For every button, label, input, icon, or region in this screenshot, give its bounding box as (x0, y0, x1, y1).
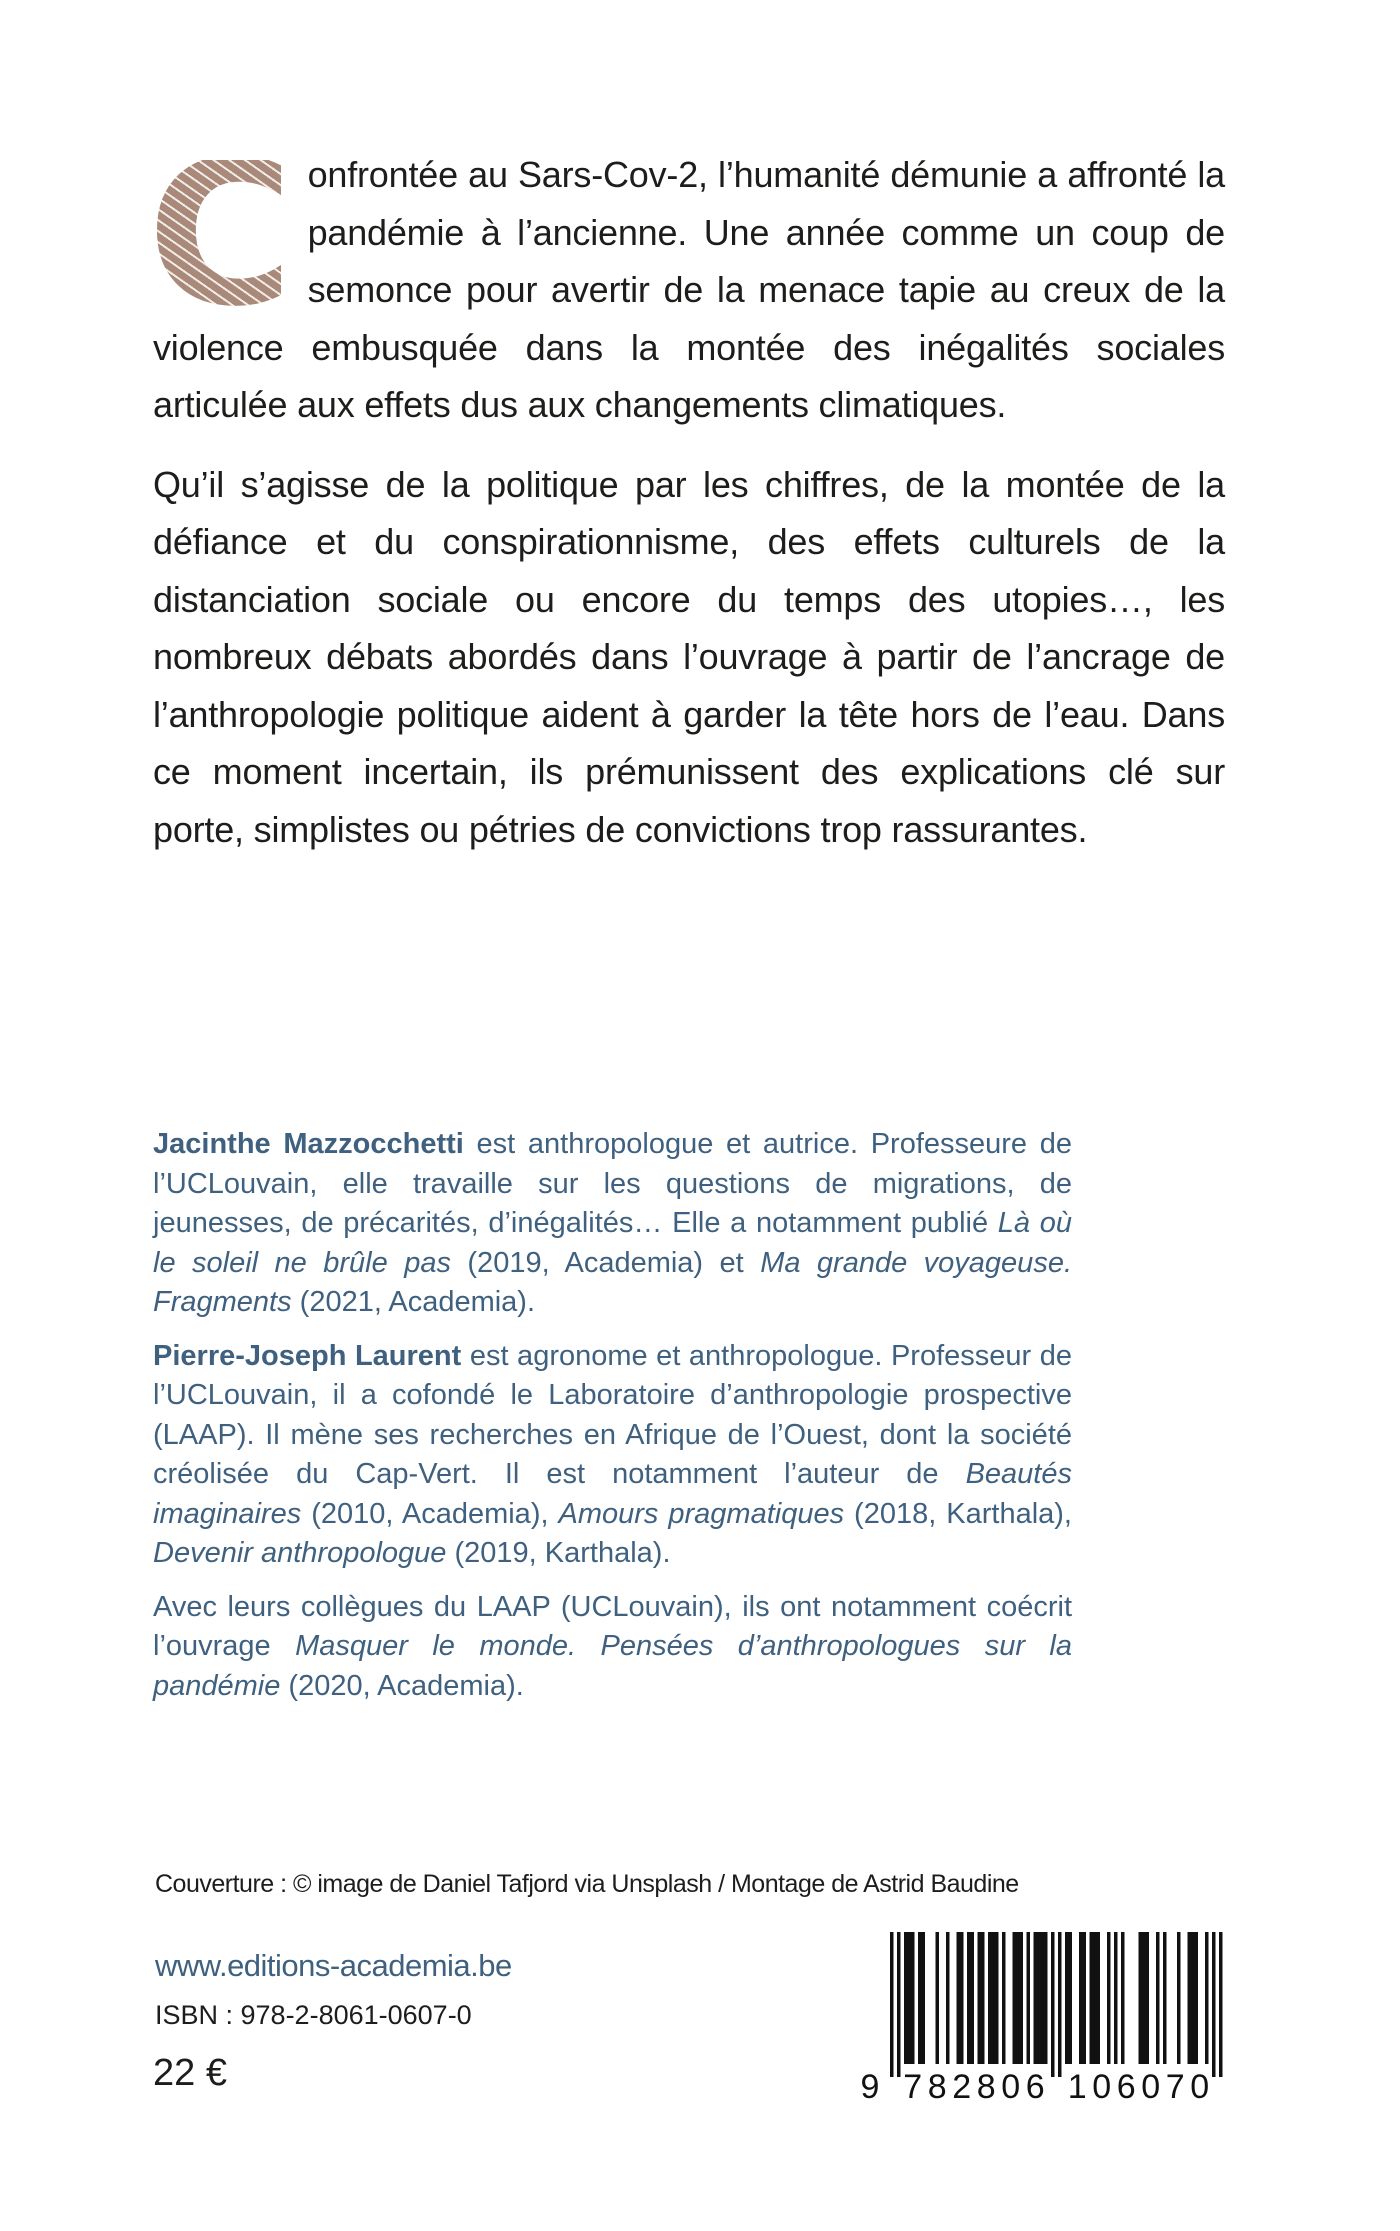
barcode-digit: 0 (1141, 2068, 1161, 2102)
barcode-bar (1097, 1932, 1101, 2064)
bio-text: (2021, Academia). (291, 1286, 536, 1318)
barcode-digit: 1 (1067, 2068, 1087, 2102)
bio-text: (2019, Academia) et (450, 1246, 761, 1279)
bio-text: est anthropologue et autrice. Professeure de l’UCLouvain, elle travaille sur les questions de migrations, de jeunesses, de précarités, d’inégalités… Elle a notamment publié (153, 1128, 1072, 1239)
author-bio-paragraph (153, 1588, 1072, 1707)
barcode-bar (1142, 1932, 1146, 2064)
barcode-bar (1020, 1932, 1024, 2064)
barcode-bar (981, 1932, 985, 2064)
bio-text: (2018, Karthala), (844, 1497, 1072, 1530)
barcode-bar (1058, 1932, 1062, 2077)
barcode-digit: 6 (1025, 2068, 1045, 2102)
barcode-bar (1034, 1932, 1038, 2064)
bio-text: (2020, Academia). (280, 1669, 524, 1702)
barcode-bar (1212, 1932, 1216, 2077)
blurb-paragraph-2: Qu’il s’agisse de la politique par les chiffres, de la montée de la défiance et du conspirationnisme, des effets culturels de la distanciation sociale ou encore du temps des utopies…, les nombreux débats abordés dans l’ouvrage à partir de l’ancrage de l’anthropologie politique aident à garder la tête hors de l’eau. Dans ce moment incertain, ils prémunissent des explications clé sur porte, simplistes ou pétries de convictions trop rassurantes. (153, 463, 1225, 850)
barcode-bar (978, 1932, 982, 2064)
price: 22 € (153, 2052, 227, 2094)
barcode-bar (992, 1932, 996, 2064)
barcode-digit: 9 (860, 2068, 880, 2102)
barcode-bar (946, 1932, 950, 2064)
bio-text: est agronome et anthropologue. Professeur de l’UCLouvain, il a cofondé le Laboratoire d’anthropologie prospective (LAAP). Il mène ses recherches en Afrique de l’Ouest, dont la société créolisée du Cap-Vert. Il est notamment l’auteur de (153, 1339, 1072, 1490)
barcode-bar (1016, 1932, 1020, 2064)
ean13-barcode (858, 1932, 1228, 2102)
barcode-digit: 2 (952, 2068, 972, 2102)
bio-text: (2019, Karthala). (446, 1537, 671, 1569)
book-title: Là où le soleil ne brûle pas (153, 1207, 1072, 1279)
barcode-bar (1121, 1932, 1125, 2064)
barcode-bar (1107, 1932, 1111, 2064)
barcode-bar (1191, 1932, 1195, 2064)
barcode-bar (922, 1932, 926, 2064)
barcode-bar (960, 1932, 964, 2064)
barcode-bar (988, 1932, 992, 2064)
blurb-paragraph-1 (147, 118, 1225, 434)
blurb-paragraph-1-text: onfrontée au Sars-Cov-2, l’humanité démunie a affronté la pandémie à l’ancienne. Une année comme un coup de semonce pour avertir de la menace tapie au creux de la violence embusquée dans la montée des inégalités sociales articulée aux effets dus aux changements climatiques. (153, 154, 1225, 425)
barcode-bar (995, 1932, 999, 2064)
barcode-bar (1027, 1932, 1031, 2064)
barcode-digit: 8 (976, 2068, 996, 2102)
barcode-bar (1065, 1932, 1069, 2064)
author-name: Pierre-Joseph Laurent (153, 1339, 462, 1372)
barcode-digit: 0 (1092, 2068, 1112, 2102)
book-title: Amours pragmatiques (558, 1497, 845, 1530)
barcode-bar (1093, 1932, 1097, 2064)
barcode-digit: 0 (1190, 2068, 1210, 2102)
barcode-bar (1041, 1932, 1045, 2064)
barcode-bar (1044, 1932, 1048, 2064)
author-bio-paragraph (153, 1125, 1072, 1323)
bio-text: Avec leurs collègues du LAAP (UCLouvain), ils ont notamment coécrit l’ouvrage (153, 1590, 1072, 1662)
barcode-bar (1079, 1932, 1083, 2064)
barcode-bar (957, 1932, 961, 2064)
barcode-bar (1090, 1932, 1094, 2064)
barcode-digit: 0 (1001, 2068, 1021, 2102)
book-title: Beautés imaginaires (153, 1458, 1072, 1530)
barcode-bar (1156, 1932, 1160, 2064)
barcode-bar (1205, 1932, 1209, 2064)
barcode-bar (890, 1932, 894, 2077)
barcode-digit: 6 (1116, 2068, 1136, 2102)
barcode-bar (1195, 1932, 1199, 2064)
barcode-bar (897, 1932, 901, 2077)
barcode-digit: 7 (1165, 2068, 1185, 2102)
barcode-bar (1002, 1932, 1006, 2064)
barcode-bar (918, 1932, 922, 2064)
barcode-bar (967, 1932, 971, 2064)
barcode-bar (1051, 1932, 1055, 2077)
barcode-bar (1177, 1932, 1181, 2064)
barcode-bar (1037, 1932, 1041, 2064)
bio-text: (2010, Academia), (301, 1497, 559, 1530)
author-name: Jacinthe Mazzocchetti (153, 1128, 464, 1160)
barcode-bar (1013, 1932, 1017, 2064)
cover-credit: Couverture : © image de Daniel Tafjord via Unsplash / Montage de Astrid Baudine (155, 1870, 1019, 1898)
barcode-digit: 7 (903, 2068, 923, 2102)
barcode-bar (1188, 1932, 1192, 2064)
barcode-bar (1163, 1932, 1167, 2064)
barcode-bar (1139, 1932, 1143, 2064)
barcode-bar (1114, 1932, 1118, 2064)
barcode-bar (1069, 1932, 1073, 2064)
barcode-bar (908, 1932, 912, 2064)
barcode-bar (1219, 1932, 1223, 2077)
barcode-bar (936, 1932, 940, 2064)
barcode-bar (1083, 1932, 1087, 2064)
barcode-bar (911, 1932, 915, 2064)
book-title: Devenir anthropologue (153, 1537, 447, 1569)
author-bios (153, 1125, 1072, 1720)
barcode-bar (904, 1932, 908, 2064)
barcode-bar (1146, 1932, 1150, 2064)
book-title: Masquer le monde. Pensées d’anthropologues sur la pandémie (153, 1630, 1072, 1702)
barcode-bar (971, 1932, 975, 2064)
author-bio-paragraph (153, 1337, 1072, 1574)
publisher-url[interactable]: www.editions-academia.be (155, 1948, 512, 1983)
book-title: Ma grande voyageuse. Fragments (153, 1246, 1072, 1318)
dropcap-letter: C (147, 118, 294, 351)
barcode-digit: 8 (927, 2068, 947, 2102)
isbn: ISBN : 978-2-8061-0607-0 (155, 2000, 472, 2030)
back-cover-blurb (147, 118, 1225, 880)
